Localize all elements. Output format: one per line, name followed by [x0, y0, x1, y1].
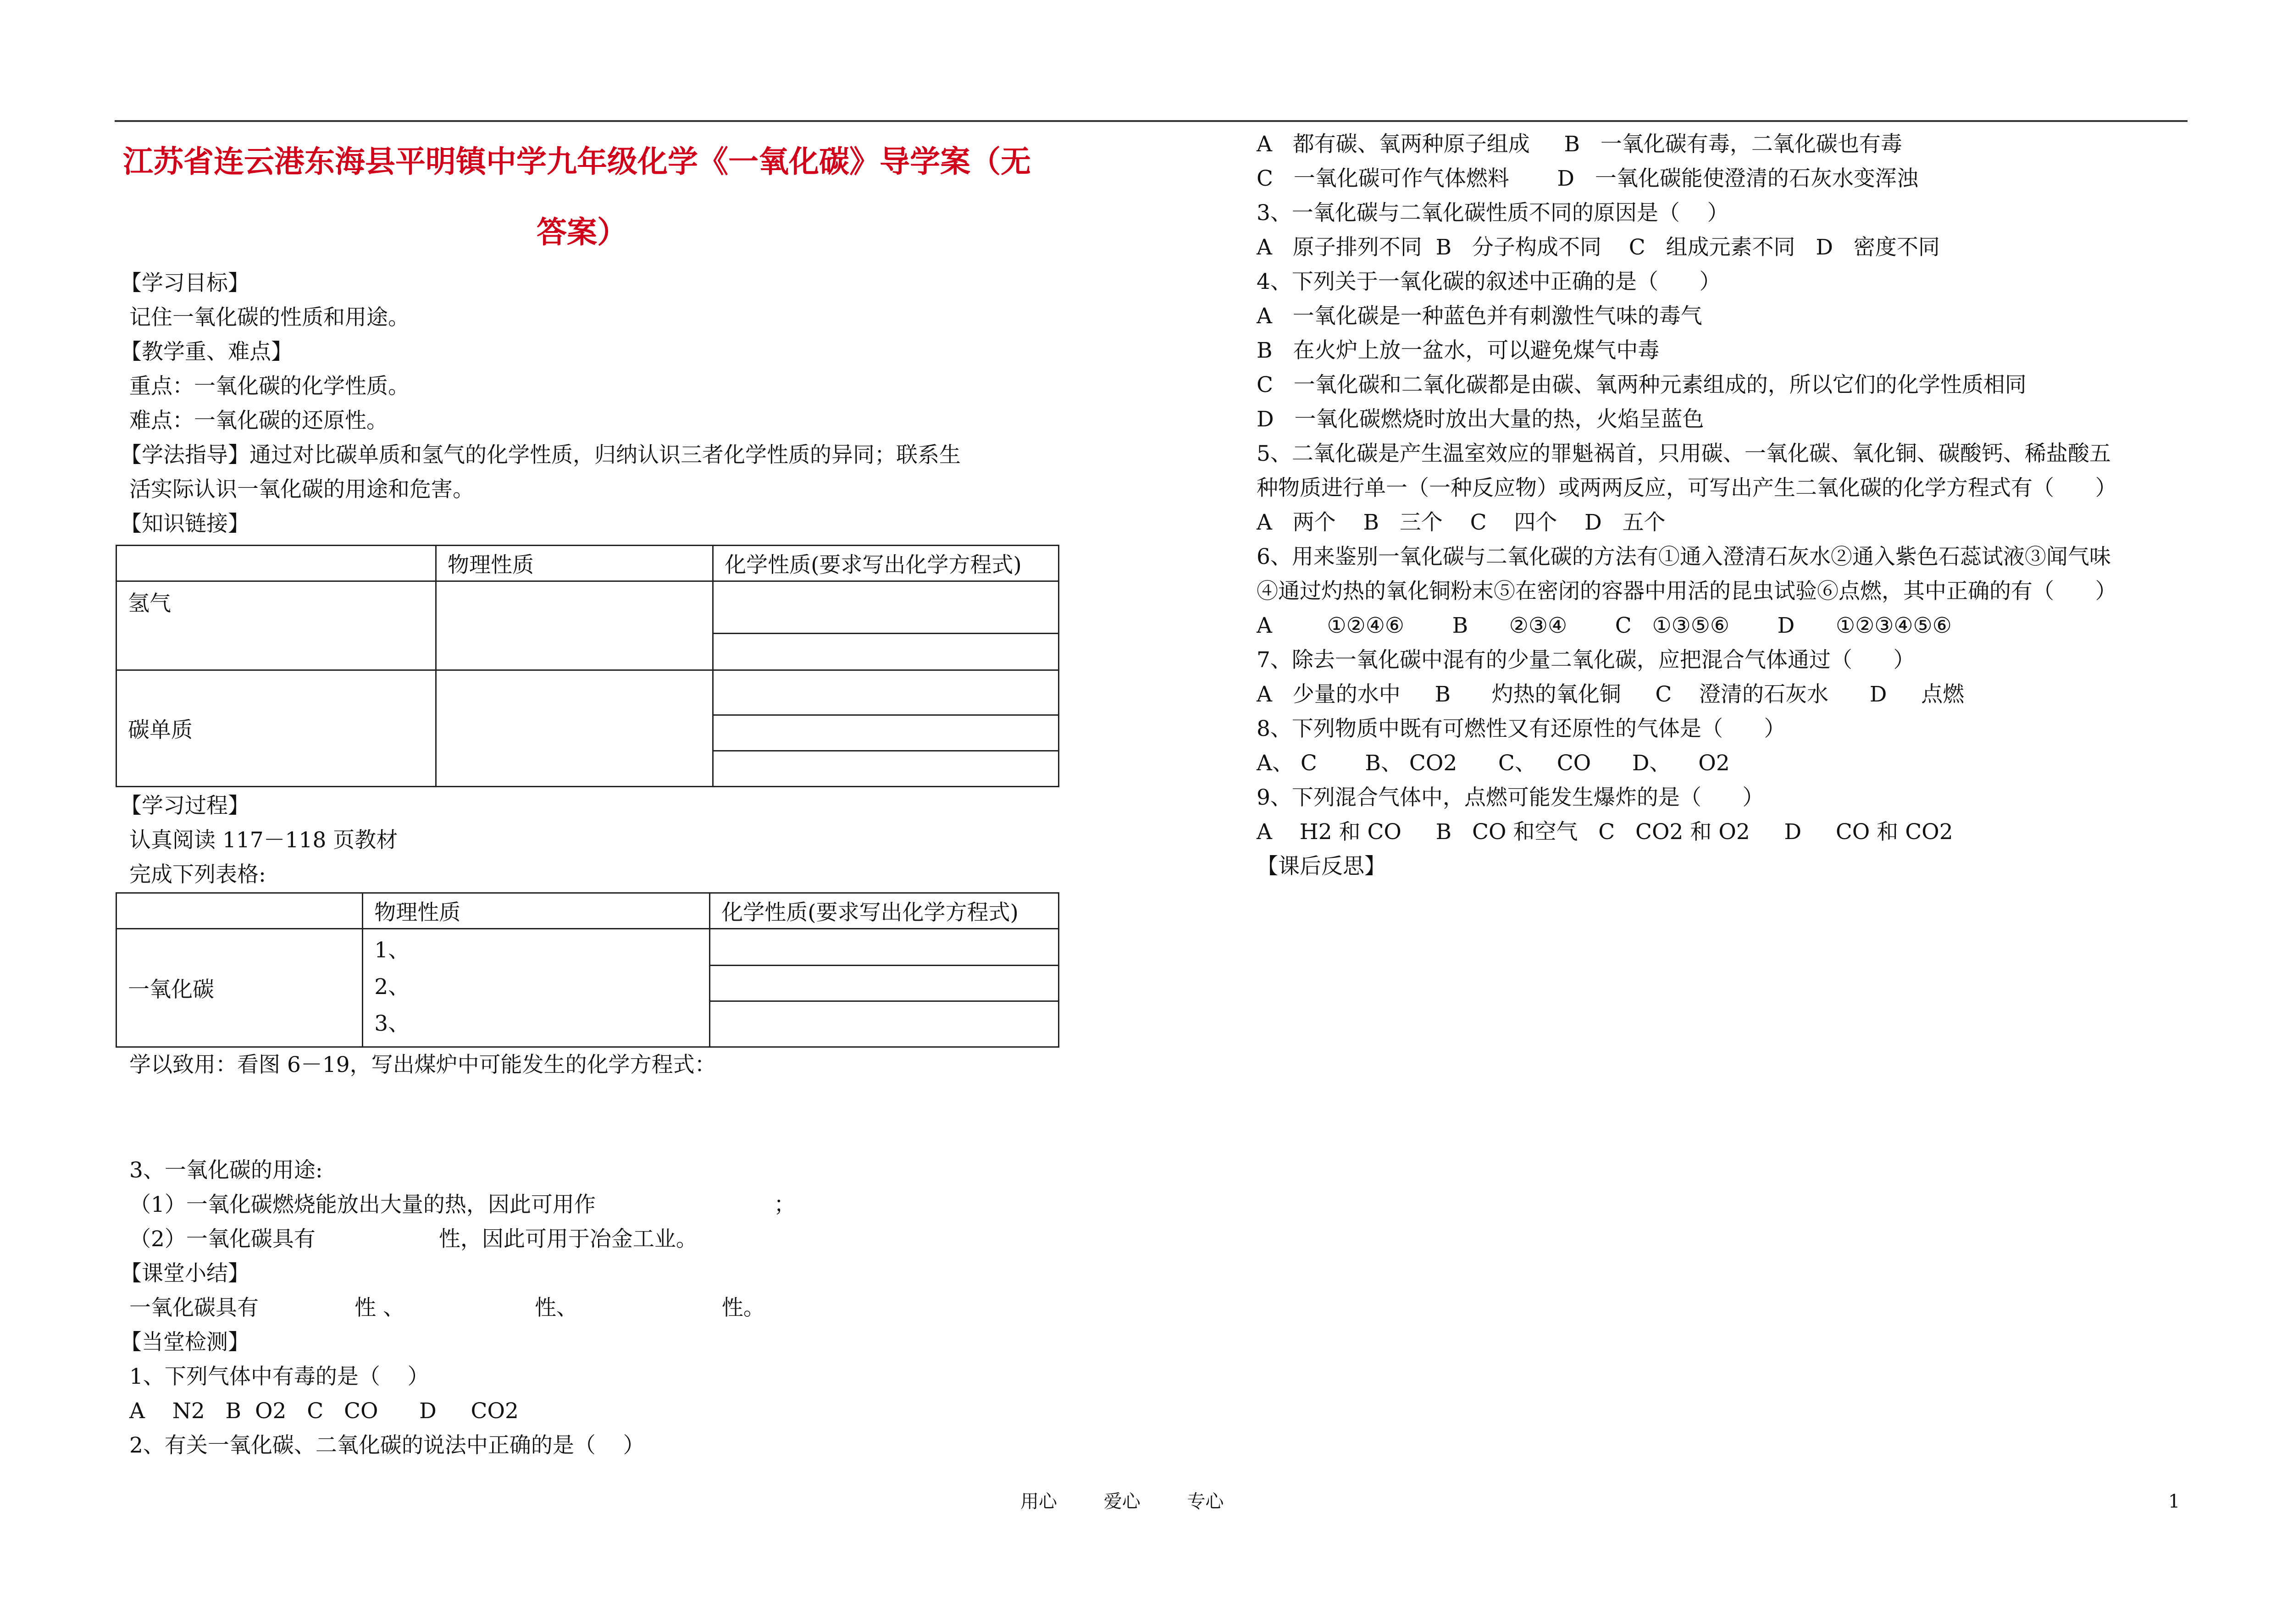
text-line: （1）一氧化碳燃烧能放出大量的热，因此可用作 ；	[129, 1192, 796, 1217]
property-item: 1、	[374, 938, 410, 963]
question-line: C 一氧化碳和二氧化碳都是由碳、氧两种元素组成的，所以它们的化学性质相同	[1257, 372, 2027, 398]
question-line: A H2 和 CO B CO 和空气 C CO2 和 O2 D CO 和 CO2	[1257, 819, 1953, 845]
document-title-line1: 江苏省连云港东海县平明镇中学九年级化学《一氧化碳》导学案（无	[123, 144, 1031, 179]
text-line: 重点：一氧化碳的化学性质。	[129, 374, 410, 399]
question-line: A N2 B O2 C CO D CO2	[129, 1398, 519, 1424]
question-line: 5、二氧化碳是产生温室效应的罪魁祸首，只用碳、一氧化碳、氧化铜、碳酸钙、稀盐酸五	[1257, 441, 2111, 466]
page-number: 1	[2168, 1491, 2180, 1512]
question-line: A 少量的水中 B 灼热的氧化铜 C 澄清的石灰水 D 点燃	[1257, 682, 1965, 707]
question-line: D 一氧化碳燃烧时放出大量的热，火焰呈蓝色	[1257, 407, 1704, 432]
table-header: 化学性质(要求写出化学方程式)	[713, 546, 1059, 581]
section-heading: 【教学重、难点】	[120, 339, 293, 365]
table-cell	[713, 634, 1059, 670]
document-title-line2: 答案）	[537, 214, 627, 250]
knowledge-table	[116, 545, 1059, 787]
table-cell	[710, 929, 1059, 966]
text-line: 难点：一氧化碳的还原性。	[129, 408, 388, 433]
section-heading: 【学习过程】	[120, 793, 249, 818]
question-line: 3、一氧化碳与二氧化碳性质不同的原因是（ ）	[1257, 200, 1729, 226]
table-cell	[710, 1001, 1059, 1047]
table-cell	[363, 929, 710, 1047]
table-cell	[436, 581, 713, 670]
question-line: 2、有关一氧化碳、二氧化碳的说法中正确的是（ ）	[129, 1433, 645, 1458]
text-line: 记住一氧化碳的性质和用途。	[129, 305, 410, 330]
property-item: 2、	[374, 974, 410, 1000]
table-row-label: 一氧化碳	[116, 929, 363, 1047]
question-line: 6、用来鉴别一氧化碳与二氧化碳的方法有①通入澄清石灰水②通入紫色石蕊试液③闻气味	[1257, 544, 2111, 569]
table-cell	[713, 670, 1059, 715]
table-cell	[713, 751, 1059, 787]
table-cell	[713, 715, 1059, 751]
header-rule	[115, 120, 2188, 122]
question-line: ④通过灼热的氧化铜粉末⑤在密闭的容器中用活的昆虫试验⑥点燃，其中正确的有（ ）	[1257, 579, 2117, 604]
table-header: 物理性质	[363, 893, 710, 929]
table-row-label: 氢气	[116, 581, 436, 670]
section-heading: 【知识链接】	[120, 511, 249, 536]
question-line: 种物质进行单一（一种反应物）或两两反应，可写出产生二氧化碳的化学方程式有（ ）	[1257, 475, 2117, 501]
question-line: 7、除去一氧化碳中混有的少量二氧化碳，应把混合气体通过（ ）	[1257, 647, 1915, 673]
table-row-label: 碳单质	[116, 670, 436, 787]
text-line: 一氧化碳具有 性 、 性、 性。	[129, 1295, 765, 1320]
table-header: 化学性质(要求写出化学方程式)	[710, 893, 1059, 929]
question-line: A 一氧化碳是一种蓝色并有刺激性气味的毒气	[1257, 304, 1702, 329]
property-item: 3、	[374, 1011, 410, 1036]
question-line: B 在火炉上放一盆水，可以避免煤气中毒	[1257, 338, 1660, 363]
question-line: A 两个 B 三个 C 四个 D 五个	[1257, 510, 1666, 535]
table-cell	[710, 966, 1059, 1001]
table-header-empty	[116, 546, 436, 581]
section-heading: 【学习目标】	[120, 271, 249, 296]
question-line: 9、下列混合气体中，点燃可能发生爆炸的是（ ）	[1257, 785, 1764, 810]
question-line: A 都有碳、氧两种原子组成 B 一氧化碳有毒，二氧化碳也有毒	[1257, 132, 1902, 157]
footer-slogan: 用心 爱心 专心	[1020, 1491, 1224, 1512]
text-line: 活实际认识一氧化碳的用途和危害。	[129, 477, 474, 502]
text-line: 学以致用：看图 6－19，写出煤炉中可能发生的化学方程式：	[129, 1052, 716, 1077]
table-header: 物理性质	[436, 546, 713, 581]
text-line: （2）一氧化碳具有 性，因此可用于冶金工业。	[129, 1226, 698, 1252]
question-line: 8、下列物质中既有可燃性又有还原性的气体是（ ）	[1257, 716, 1786, 741]
table-header-empty	[116, 893, 363, 929]
table-cell	[436, 670, 713, 787]
text-line: 认真阅读 117－118 页教材	[129, 828, 398, 853]
section-heading: 【课堂小结】	[120, 1261, 249, 1286]
question-line: 1、下列气体中有毒的是（ ）	[129, 1364, 429, 1389]
text-line: 3、一氧化碳的用途:	[129, 1158, 323, 1183]
question-line: C 一氧化碳可作气体燃料 D 一氧化碳能使澄清的石灰水变浑浊	[1257, 166, 1918, 191]
section-heading: 【学法指导】通过对比碳单质和氢气的化学性质，归纳认识三者化学性质的异同；联系生	[120, 442, 961, 468]
section-heading: 【当堂检测】	[120, 1330, 249, 1355]
question-line: A 原子排列不同 B 分子构成不同 C 组成元素不同 D 密度不同	[1257, 235, 1940, 260]
table-cell	[713, 581, 1059, 634]
section-heading: 【课后反思】	[1257, 854, 1386, 879]
question-line: A ①②④⑥ B ②③④ C ①③⑤⑥ D ①②③④⑤⑥	[1257, 613, 1952, 638]
co-properties-table	[116, 892, 1059, 1048]
text-line: 完成下列表格:	[129, 862, 266, 887]
question-line: A、 C B、 CO2 C、 CO D、 O2	[1257, 751, 1730, 776]
question-line: 4、下列关于一氧化碳的叙述中正确的是（ ）	[1257, 269, 1721, 294]
